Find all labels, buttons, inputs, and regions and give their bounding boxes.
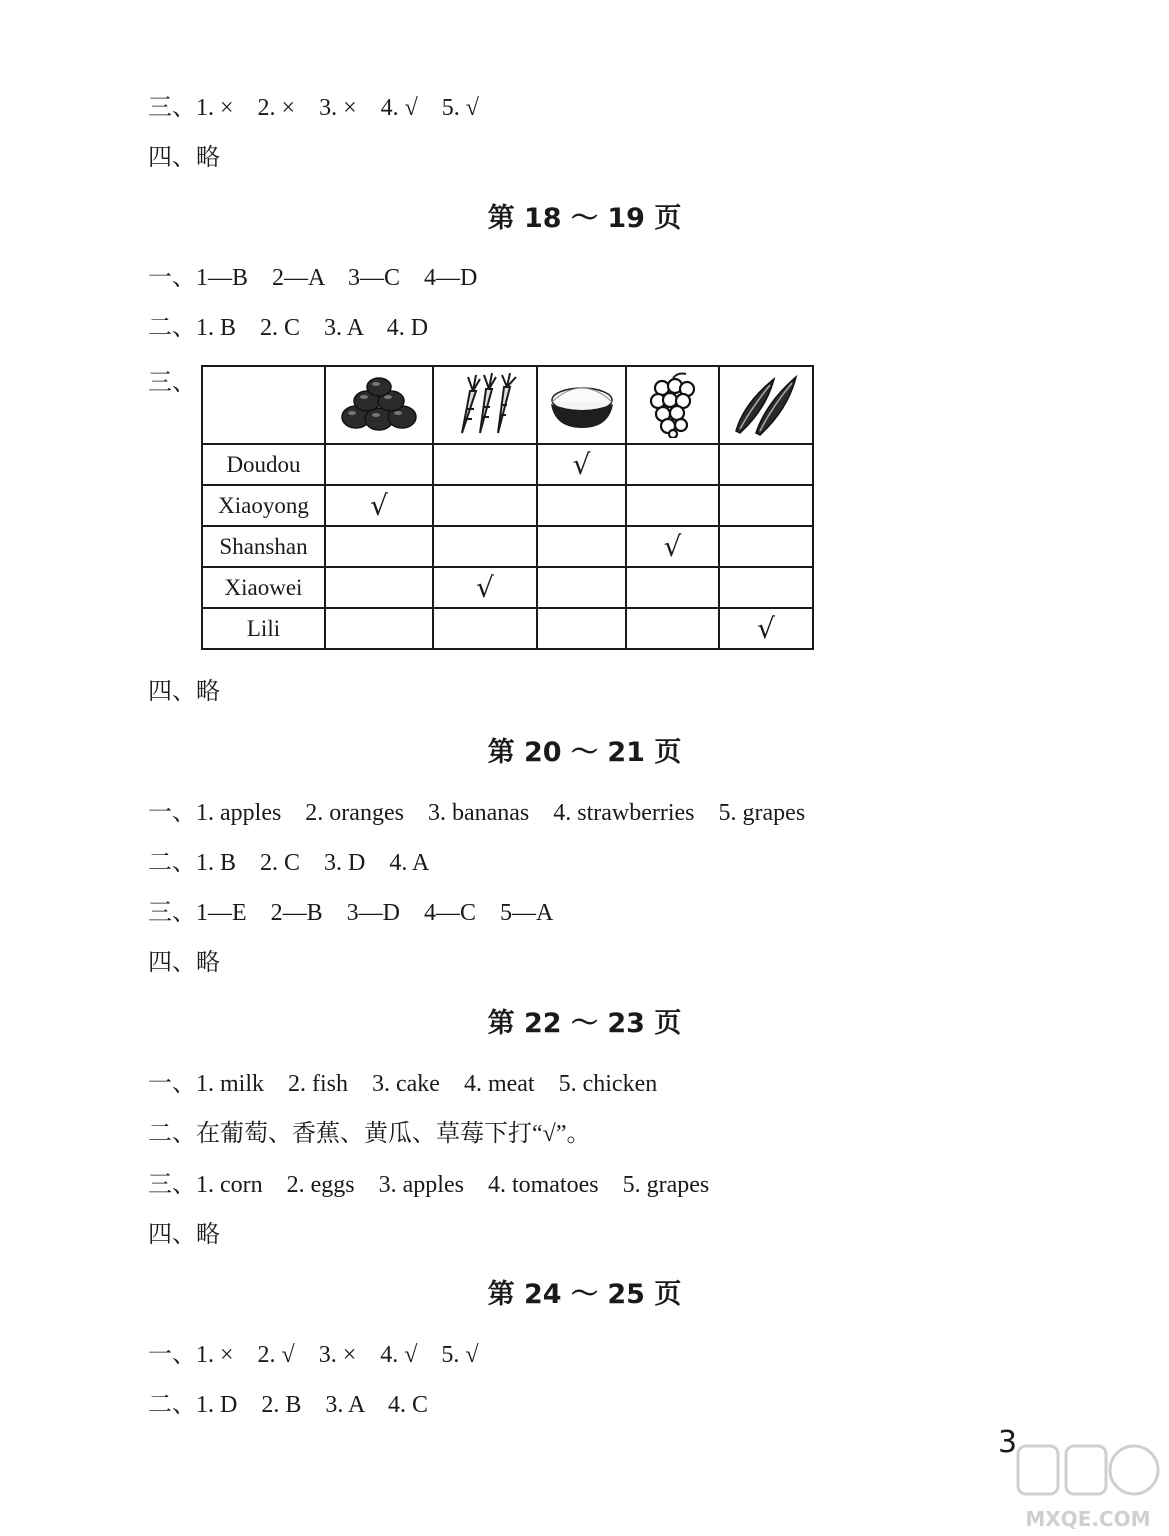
table-cell [626,567,719,608]
table-cell [626,444,719,485]
picture-header-row [202,366,813,444]
answer-line: 四、略 [148,145,220,171]
table-cell [325,526,433,567]
answer-line: 一、1. milk 2. fish 3. cake 4. meat 5. chicken [148,1071,658,1097]
check-mark: √ [663,530,682,563]
carrots-picture [450,373,520,437]
student-name: Shanshan [202,526,325,567]
check-mark: √ [572,448,591,481]
student-name: Lili [202,608,325,649]
table-cell [719,567,813,608]
answer-line: 二、1. B 2. C 3. A 4. D [148,315,429,341]
answer-line: 一、1. apples 2. oranges 3. bananas 4. strawberries 5. grapes [148,800,806,826]
table-cell [537,444,626,485]
check-mark: √ [370,489,388,522]
watermark-logo [1010,1440,1165,1534]
table-cell [433,526,537,567]
table-cell [719,485,813,526]
answer-line: 二、1. D 2. B 3. A 4. C [148,1392,429,1418]
check-mark: √ [476,571,494,604]
section-heading: 第 18 ～ 19 页 [487,203,682,234]
table-cell [626,608,719,649]
table-row [202,526,813,567]
grapes-picture [648,372,698,438]
table-cell [719,444,813,485]
table-cell [626,485,719,526]
answer-line: 一、1. × 2. √ 3. × 4. √ 5. √ [148,1342,479,1368]
student-name: Xiaowei [202,567,325,608]
table-row [202,444,813,485]
beans-picture [730,373,802,437]
corner-cell [202,366,325,444]
rice-bowl-cell [537,366,626,444]
tomatoes-cell [325,366,433,444]
table-cell [325,444,433,485]
table-cell [537,485,626,526]
table-cell [626,526,719,567]
page-number: 3 [998,1425,1018,1460]
table-cell [325,485,433,526]
table-cell [433,444,537,485]
table-cell [433,608,537,649]
table-row [202,608,813,649]
table-row [202,485,813,526]
table-cell [325,608,433,649]
answer-line: 四、略 [148,950,220,976]
table-cell [433,567,537,608]
food-check-table [201,365,814,650]
student-name: Doudou [202,444,325,485]
beans-cell [719,366,813,444]
answer-line: 三、1. × 2. × 3. × 4. √ 5. √ [148,95,479,121]
rice-bowl-picture [547,378,617,432]
tomatoes-picture [336,375,422,435]
section-heading: 第 22 ～ 23 页 [487,1008,682,1039]
table-label: 三、 [148,370,196,396]
table-cell [325,567,433,608]
table-cell [537,608,626,649]
section-heading: 第 20 ～ 21 页 [487,737,682,768]
student-name: Xiaoyong [202,485,325,526]
carrots-cell [433,366,537,444]
svg-text:MXQE.COM: MXQE.COM [1025,1507,1151,1531]
table-cell [537,526,626,567]
grapes-cell [626,366,719,444]
table-cell [719,608,813,649]
answer-line: 二、在葡萄、香蕉、黄瓜、草莓下打“√”。 [148,1121,591,1147]
table-row [202,567,813,608]
answer-line: 四、略 [148,679,220,705]
answer-line: 三、1—E 2—B 3—D 4—C 5—A [148,900,554,926]
table-cell [433,485,537,526]
answer-line: 四、略 [148,1222,220,1248]
answer-line: 一、1—B 2—A 3—C 4—D [148,265,478,291]
check-mark: √ [757,612,775,645]
table-cell [537,567,626,608]
answer-line: 二、1. B 2. C 3. D 4. A [148,850,430,876]
section-heading: 第 24 ～ 25 页 [487,1279,682,1310]
answer-line: 三、1. corn 2. eggs 3. apples 4. tomatoes 5. grapes [148,1172,710,1198]
table-cell [719,526,813,567]
